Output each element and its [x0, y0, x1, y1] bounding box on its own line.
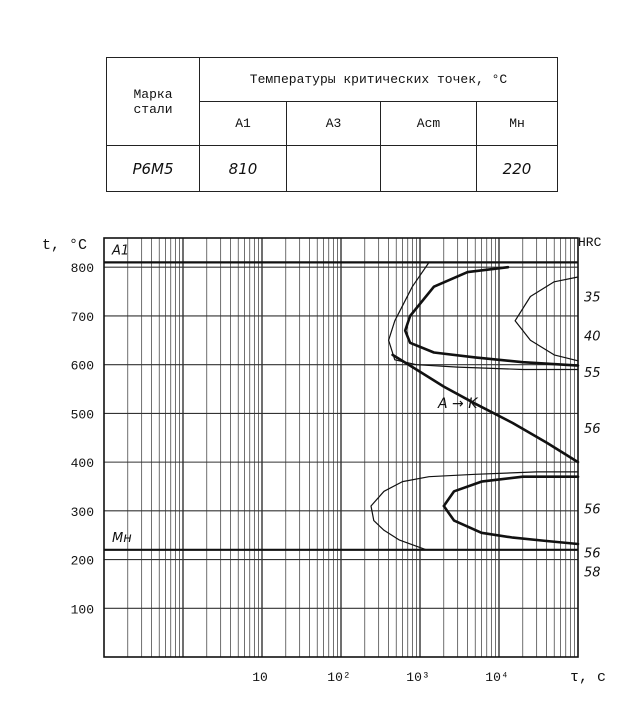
x-tick-labels	[252, 670, 509, 685]
x-tick-label: 10⁴	[485, 670, 509, 685]
a1-cell: 810	[200, 146, 287, 192]
temps-header: Температуры критических точек, °С	[200, 58, 558, 102]
y-tick-label: 700	[70, 309, 94, 325]
col-acm: Acm	[381, 102, 477, 146]
hrc-label: 56	[584, 422, 601, 438]
hrc-label: 35	[584, 290, 601, 306]
y-tick-labels	[71, 261, 94, 617]
y-axis-label: t, °C	[42, 237, 88, 254]
grade-cell: Р6М5	[107, 146, 200, 192]
y-tick-label: 500	[70, 407, 94, 423]
x-axis-label: τ, с	[570, 669, 607, 686]
y-tick-label: 200	[70, 553, 94, 569]
y-tick-label: 600	[70, 358, 94, 374]
mn-cell: 220	[477, 146, 558, 192]
annotation-text: A → K	[438, 396, 478, 412]
grade-header: Марка стали	[133, 86, 173, 117]
hrc-label: 56	[584, 502, 601, 518]
grid	[104, 238, 578, 657]
y-tick-label: 400	[70, 456, 94, 472]
hrc-label: 58	[584, 565, 601, 581]
col-a1: A1	[200, 102, 287, 146]
hrc-label: 56	[584, 546, 601, 562]
right-axis-label: HRC	[578, 235, 602, 250]
col-mn: Мн	[477, 102, 558, 146]
y-tick-label: 300	[70, 504, 94, 520]
hrc-label: 55	[584, 365, 601, 381]
y-tick-label: 800	[70, 261, 94, 277]
hrc-label: 40	[584, 329, 601, 345]
reference-label: A1	[112, 243, 130, 259]
x-tick-label: 10³	[406, 670, 430, 685]
reference-label: Mн	[112, 530, 132, 546]
col-a3: A3	[287, 102, 381, 146]
x-tick-label: 10²	[327, 670, 351, 685]
hrc-labels	[584, 290, 601, 580]
annotation-a-k	[437, 396, 479, 412]
y-tick-label: 100	[70, 602, 94, 618]
x-tick-label: 10	[252, 670, 268, 685]
